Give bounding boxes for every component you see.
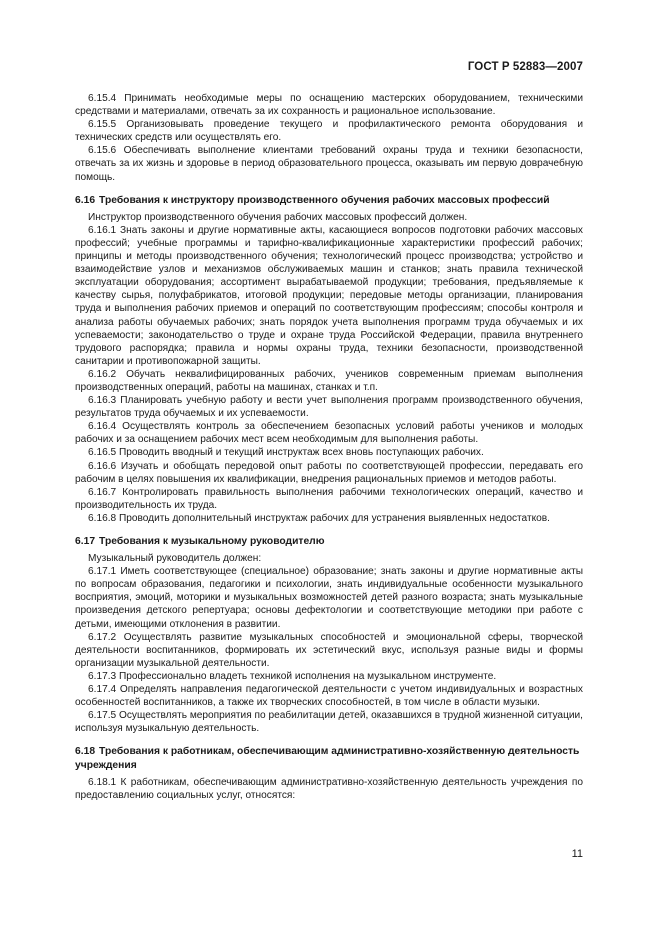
paragraph-6-15-6: 6.15.6 Обеспечивать выполнение клиентами требований охраны труда и техники безопасности, отвечать за их жизнь и здоровье в период образовательного процесса, оказывать им первую доврачебную помощь. <box>75 145 583 183</box>
paragraph-6-16-intro: Инструктор производственного обучения рабочих массовых профессий должен. <box>88 211 468 223</box>
section-heading-6-17 <box>75 535 583 548</box>
paragraph-6-16-6: 6.16.6 Изучать и обобщать передовой опыт работы по соответствующей профессии, передавать его рабочим в целях повышения их квалификации, внедрения рациональных приемов и методов работы. <box>75 460 583 485</box>
paragraph-6-18-1: 6.18.1 К работникам, обеспечивающим административно-хозяйственную деятельность учреждения по предоставлению социальных услуг, относятся: <box>75 776 583 801</box>
section-title: Требования к инструктору производственного обучения рабочих массовых профессий <box>99 194 550 206</box>
paragraph-6-17-intro: Музыкальный руководитель должен: <box>88 553 262 565</box>
paragraph-6-16-3: 6.16.3 Планировать учебную работу и вести учет выполнения программ производственного обучения, результатов труда обучаемых и их успеваемости. <box>75 395 583 420</box>
paragraph-6-16-2: 6.16.2 Обучать неквалифицированных рабочих, учеников современным приемам выполнения производственных операций, работы на машинах, станках и т.п. <box>75 368 583 393</box>
standard-header: ГОСТ Р 52883—2007 <box>467 61 583 73</box>
paragraph-6-17-1: 6.17.1 Иметь соответствующее (специальное) образование; знать законы и другие нормативные акты по вопросам образования, педагогики и психологии, знать индивидуальные особенности музыкального восприятия, эмоций, моторики и музыкальных возможностей детей разного возраста; знать музыкальные произведения детского репертуара; основы дефектологии и соответствующие методики при работе с детьми, имеющими отклонения в развитии. <box>75 566 583 630</box>
document-body <box>75 92 583 802</box>
paragraph-6-15-4: 6.15.4 Принимать необходимые меры по оснащению мастерских оборудованием, техническими средствами и материалами, отвечать за их сохранность и рациональное использование. <box>75 93 583 118</box>
section-heading-6-18 <box>75 745 583 771</box>
paragraph-6-16-8: 6.16.8 Проводить дополнительный инструктаж рабочих для устранения выявленных недостатков. <box>88 512 550 524</box>
paragraph-6-17-2: 6.17.2 Осуществлять развитие музыкальных способностей и эмоциональной сферы, творческой деятельности воспитанников, формировать их эстетический вкус, используя разные виды и формы организации музыкальной деятельности. <box>75 631 583 669</box>
paragraph-6-16-7: 6.16.7 Контролировать правильность выполнения рабочими технологических операций, качество и производительность их труда. <box>75 486 583 511</box>
section-number: 6.17 <box>75 536 96 547</box>
section-heading-6-16 <box>75 194 583 207</box>
section-number: 6.16 <box>75 194 96 206</box>
paragraph-6-17-3: 6.17.3 Профессионально владеть техникой исполнения на музыкальном инструменте. <box>88 670 497 682</box>
paragraph-6-16-4: 6.16.4 Осуществлять контроль за обеспечением безопасных условий работы учеников и молодых рабочих и за оснащением рабочих мест всем необходимым для выполнения работы. <box>75 421 583 446</box>
section-number: 6.18 <box>75 746 96 758</box>
paragraph-6-15-5: 6.15.5 Организовывать проведение текущего и профилактического ремонта оборудования и технических средств или осуществлять его. <box>75 119 583 144</box>
paragraph-6-16-1: 6.16.1 Знать законы и другие нормативные акты, касающиеся вопросов подготовки рабочих массовых профессий; учебные программы и тарифно-квалификационные характеристики профессий рабочих; принципы и методы производственного обучения; технологический процесс производства; устройство и взаимодействие узлов и механизмов обслуживаемых машин и станков; знать правила технической эксплуатации оборудования; ассортимент вырабатываемой продукции; требования, предъявляемые к качеству сырья, полуфабрикатов, итоговой продукции; передовые методы организации, планирования труда и выполнения рабочих приемов и операций по соответствующим профессиям; способы контроля и анализа работы обучаемых рабочих; знать порядок учета выполнения программ труда обучаемых и их успеваемости; законодательство о труде и охране труда Российской Федерации, правила внутреннего трудового распорядка; правила и нормы охраны труда, техники безопасности, производственной санитарии и противопожарной защиты. <box>75 224 583 367</box>
paragraph-6-16-5: 6.16.5 Проводить вводный и текущий инструктаж всех вновь поступающих рабочих. <box>88 447 484 459</box>
section-title: Требования к работникам, обеспечивающим административно-хозяйственную деятельность учреждения <box>75 746 580 771</box>
paragraph-6-17-4: 6.17.4 Определять направления педагогической деятельности с учетом индивидуальных и возрастных особенностей воспитанников, а также их творческих способностей, в том числе в области музыки. <box>75 684 583 709</box>
section-title: Требования к музыкальному руководителю <box>99 536 325 547</box>
paragraph-6-17-5: 6.17.5 Осуществлять мероприятия по реабилитации детей, оказавшихся в трудной жизненной ситуации, используя музыкальную деятельность. <box>75 710 583 735</box>
page-number: 11 <box>571 848 583 860</box>
